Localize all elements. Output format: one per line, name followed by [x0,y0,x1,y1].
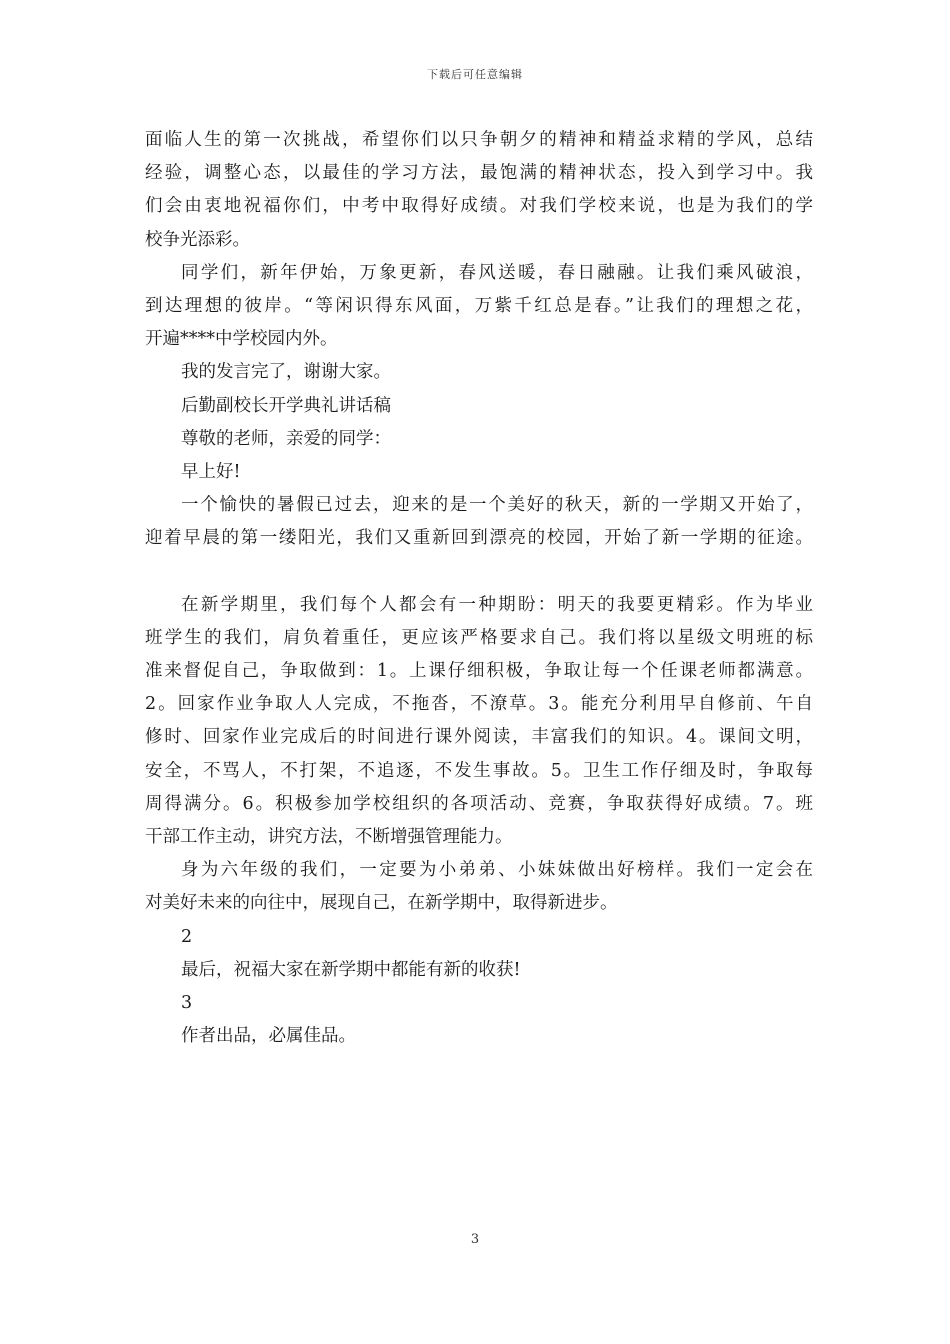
paragraph-start-line: 我的发言完了，谢谢大家。 [181,362,391,383]
text-line: 干部工作主动，讲究方法，不断增强管理能力。 [145,826,513,847]
text-line: 面临人生的第一次挑战，希望你们以只争朝夕的精神和精益求精的学风，总结 [145,130,813,150]
text-line: 班学生的我们，肩负着重任，更应该严格要求自己。我们将以星级文明班的标 [145,627,813,648]
greeting: 早上好! [181,461,241,482]
text-line: 校争光添彩。 [145,229,250,250]
text-line: 对美好未来的向往中，展现自己，在新学期中，取得新进步。 [145,893,618,914]
text-line: 作者出品，必属佳品。 [181,1026,356,1047]
text-line: 2 [181,926,193,947]
text-line: 修时、回家作业完成后的时间进行课外阅读，丰富我们的知识。4。课间文明， [145,727,813,748]
text-line: 迎着早晨的第一缕阳光，我们又重新回到漂亮的校园，开始了新一学期的征途。 [145,528,813,549]
paragraph-start-line: 在新学期里，我们每个人都会有一种期盼：明天的我要更精彩。作为毕业 [181,594,813,615]
text-line: 经验，调整心态，以最佳的学习方法，最饱满的精神状态，投入到学习中。我 [145,163,813,184]
text-line: 安全，不骂人，不打架，不追逐，不发生事故。5。卫生工作仔细及时，争取每 [145,760,813,781]
page-number: 3 [470,1232,480,1247]
text-line: 到达理想的彼岸。“等闲识得东风面，万紫千红总是春。”让我们的理想之花， [145,295,813,316]
speech-title: 后勤副校长开学典礼讲话稿 [181,395,391,416]
paragraph-start-line: 同学们，新年伊始，万象更新，春风送暖，春日融融。让我们乘风破浪， [181,262,813,283]
paragraph-start-line: 一个愉快的暑假已过去，迎来的是一个美好的秋天，新的一学期又开始了， [181,495,813,516]
text-line: 准来督促自己，争取做到：1。上课仔细积极，争取让每一个任课老师都满意。 [145,661,813,681]
text-line: 最后，祝福大家在新学期中都能有新的收获! [181,959,521,980]
text-line: 周得满分。6。积极参加学校组织的各项活动、竞赛，争取获得好成绩。7。班 [145,793,813,814]
paragraph-start-line: 身为六年级的我们，一定要为小弟弟、小妹妹做出好榜样。我们一定会在 [181,860,813,881]
text-line: 3 [181,992,193,1013]
text-line: 2。回家作业争取人人完成，不拖沓，不潦草。3。能充分利用早自修前、午自 [145,694,813,715]
paragraph-gap [145,555,813,588]
text-line: 们会由衷地祝福你们，中考中取得好成绩。对我们学校来说，也是为我们的学 [145,196,813,217]
page-header: 下载后可任意编辑 [427,68,523,81]
text-line: 开遍****中学校园内外。 [145,329,338,350]
salutation: 尊敬的老师，亲爱的同学： [181,428,391,449]
document-body [145,124,813,1053]
